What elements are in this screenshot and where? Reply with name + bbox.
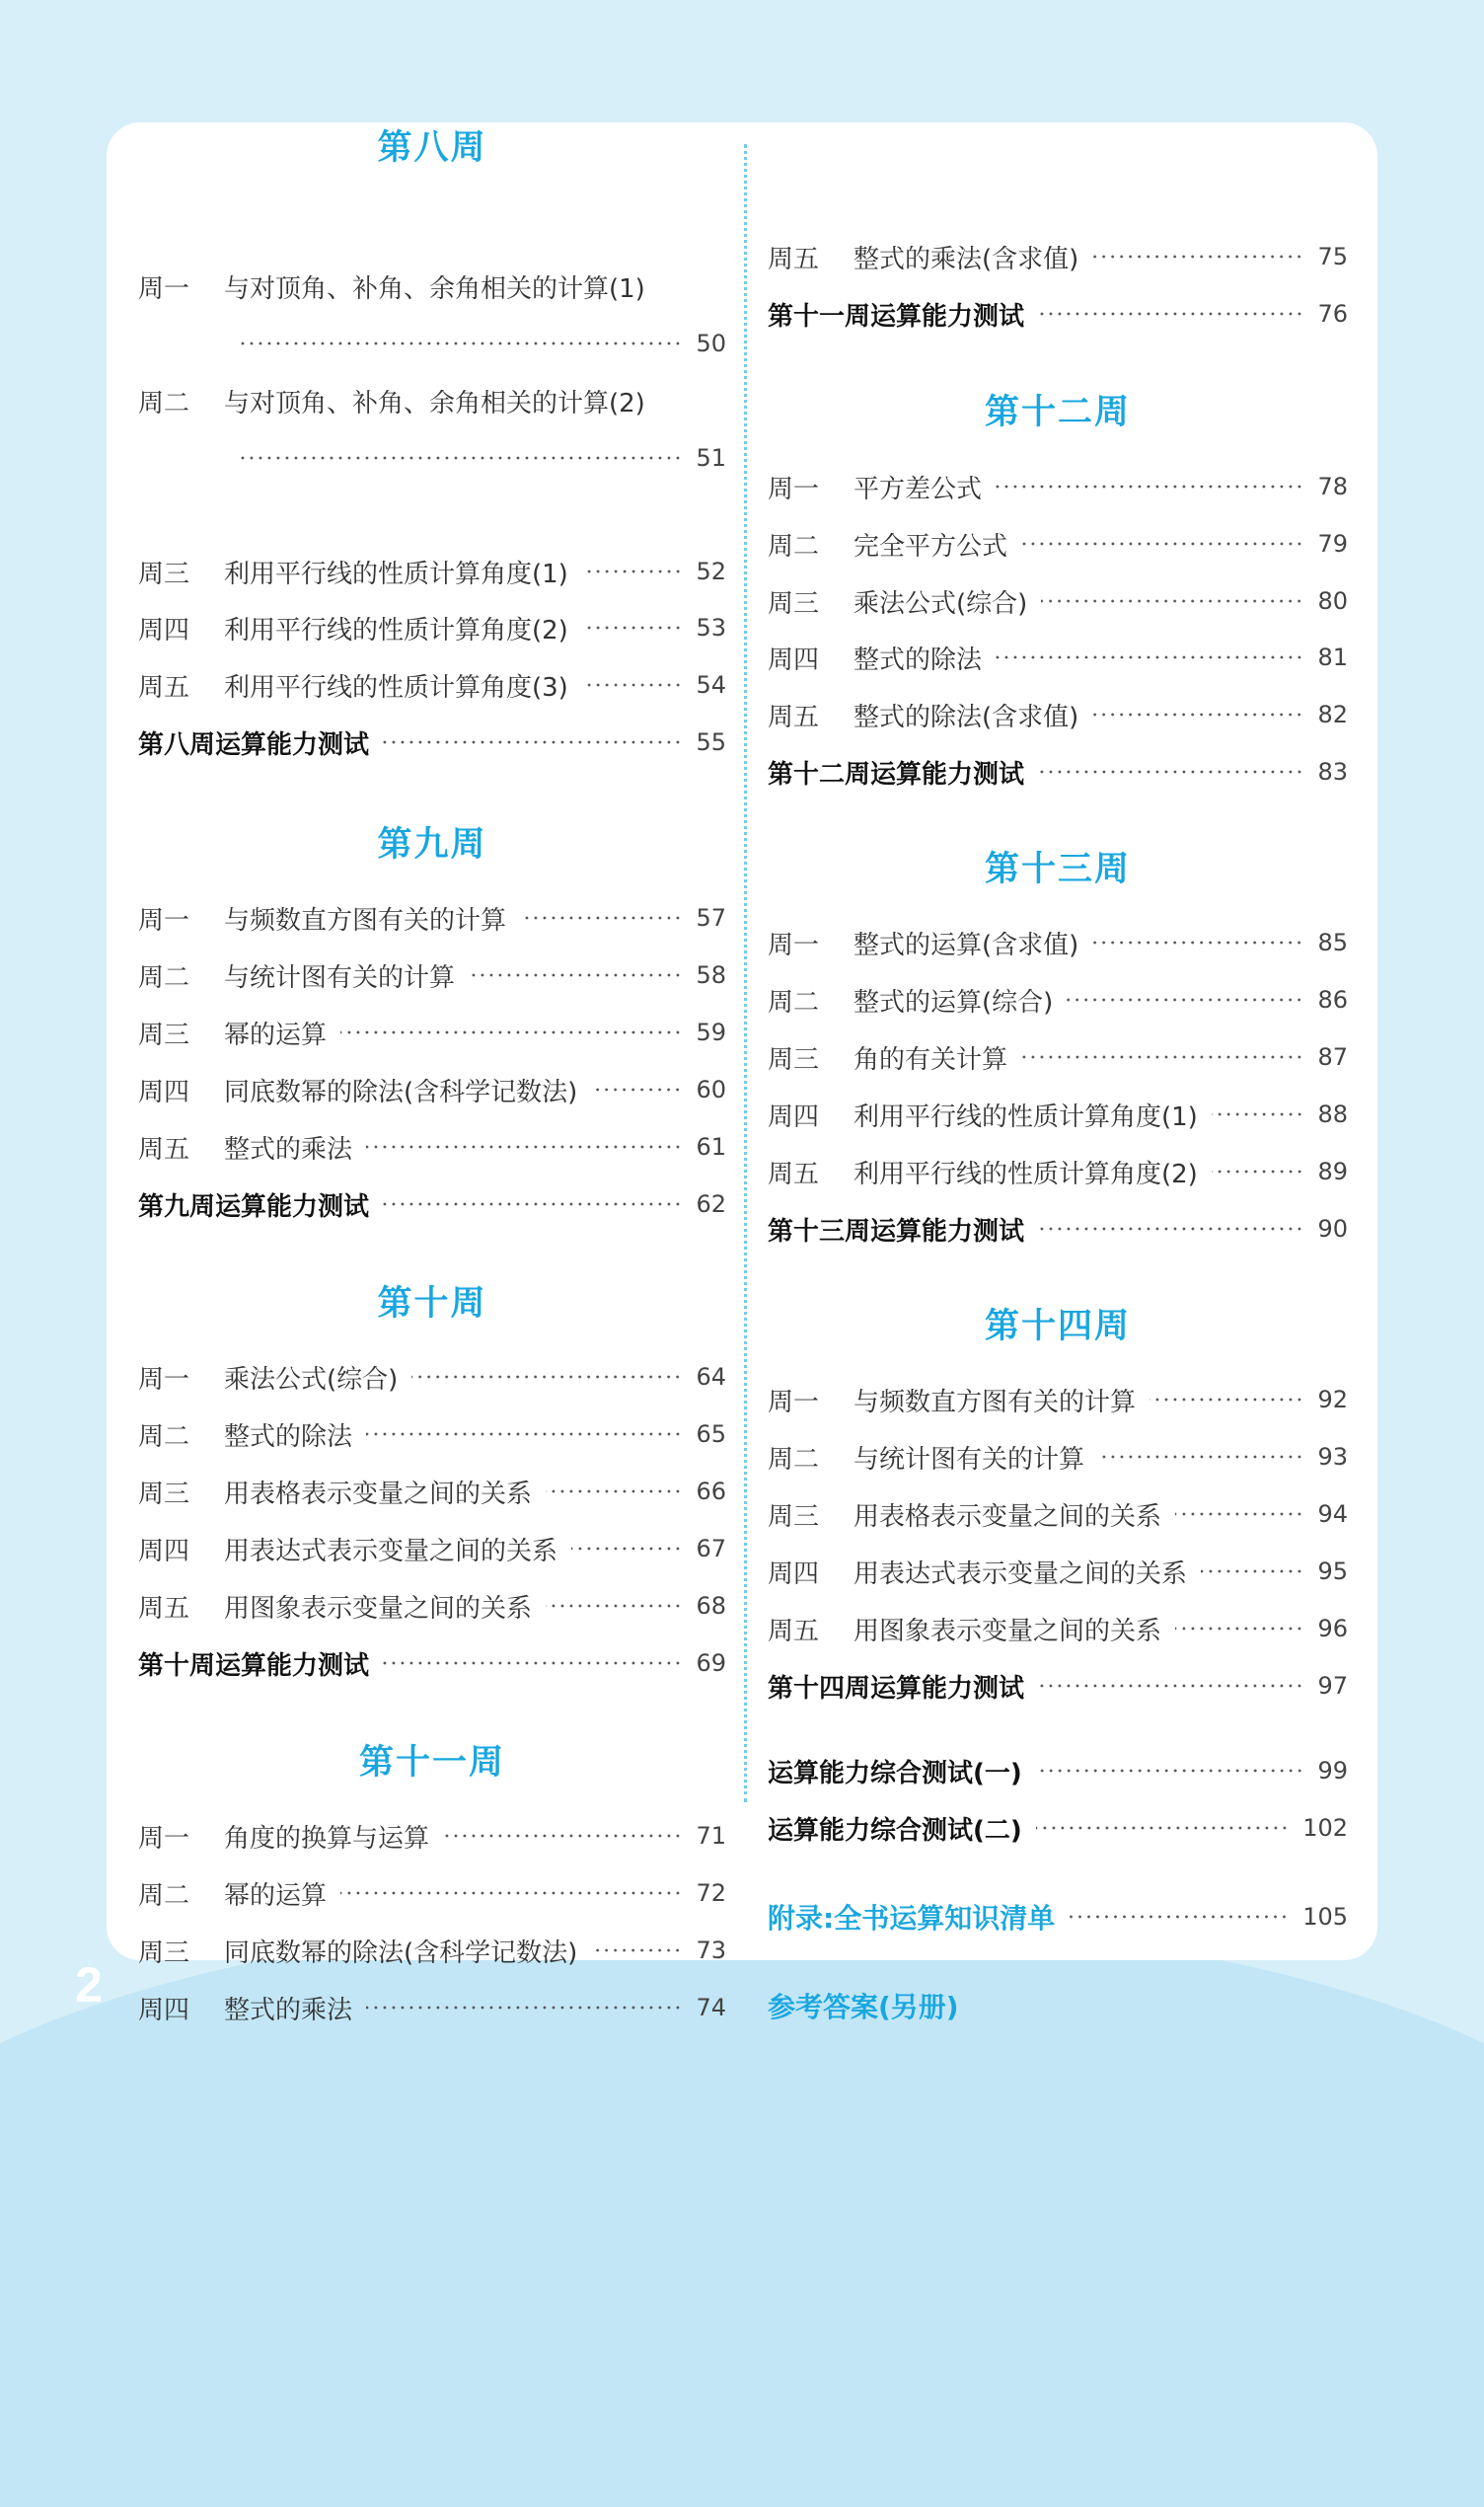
- dot-leader: [1021, 542, 1303, 546]
- toc-entry[interactable]: [768, 979, 1348, 1021]
- toc-entry[interactable]: [768, 1379, 1348, 1420]
- dot-leader: [1092, 713, 1303, 717]
- toc-entry-title: 利用平行线的性质计算角度(2): [224, 615, 568, 646]
- toc-entry-page: 86: [1317, 986, 1348, 1014]
- dot-leader: [546, 1489, 682, 1493]
- toc-entry[interactable]: [138, 1069, 726, 1110]
- toc-entry[interactable]: [768, 922, 1348, 963]
- dot-leader: [383, 740, 682, 744]
- toc-entry-title: 与对顶角、补角、余角相关的计算(2): [224, 388, 645, 418]
- dot-leader: [366, 1145, 682, 1149]
- toc-entry-page: 74: [696, 1994, 726, 2021]
- toc-entry-day: 周三: [138, 1020, 190, 1050]
- toc-entry-title: 同底数幂的除法(含科学记数法): [224, 1077, 578, 1107]
- dot-leader: [340, 1030, 682, 1034]
- toc-entry-page: 55: [696, 728, 726, 756]
- toc-entry-day: 周四: [138, 1995, 190, 2025]
- toc-entry-title: 第十四周运算能力测试: [768, 1673, 1025, 1704]
- toc-entry-page: 69: [696, 1649, 726, 1677]
- toc-entry-title: 用表格表示变量之间的关系: [853, 1501, 1162, 1532]
- toc-entry-row: [768, 466, 1348, 507]
- toc-test-entry[interactable]: [768, 1807, 1348, 1849]
- toc-entry-row: [768, 1807, 1348, 1849]
- toc-entry[interactable]: [138, 1413, 726, 1455]
- toc-entry[interactable]: [138, 1987, 726, 2028]
- toc-appendix-entry[interactable]: [768, 1985, 1348, 2026]
- dot-leader: [591, 1948, 682, 1952]
- dot-leader: [1175, 1627, 1303, 1631]
- toc-entry-day: 周四: [138, 1536, 190, 1566]
- toc-entry-day: 周三: [768, 588, 820, 619]
- toc-entry-day: 周三: [768, 1044, 820, 1075]
- toc-entry-row: [138, 1987, 726, 2028]
- toc-entry-page: 78: [1317, 473, 1348, 500]
- toc-entry-page: 53: [696, 614, 726, 642]
- toc-entry-day: 周五: [138, 1593, 190, 1624]
- dot-leader: [1212, 1170, 1304, 1174]
- toc-entry-page: 60: [696, 1076, 726, 1103]
- toc-entry-page: 57: [696, 904, 726, 932]
- toc-entry-title: 整式的除法(含求值): [853, 702, 1079, 732]
- toc-entry-day: 周五: [768, 1616, 820, 1646]
- column-divider: [744, 144, 747, 1802]
- toc-entry-page: 96: [1317, 1615, 1348, 1642]
- toc-entry-row: [768, 1493, 1348, 1535]
- dot-leader: [996, 485, 1303, 489]
- toc-entry-page: 97: [1317, 1672, 1348, 1700]
- toc-entry-page-row: [138, 437, 726, 479]
- toc-entry-row: [768, 694, 1348, 735]
- toc-entry-title-row: [138, 266, 726, 307]
- dot-leader: [366, 1432, 682, 1436]
- dot-leader: [582, 570, 683, 573]
- dot-leader: [591, 1088, 682, 1092]
- toc-entry-row: [138, 1930, 726, 1971]
- toc-entry-page: 61: [696, 1133, 726, 1161]
- dot-leader: [1038, 1684, 1303, 1688]
- toc-entry-title: 幂的运算: [224, 1020, 328, 1050]
- toc-entry-title: 利用平行线的性质计算角度(1): [224, 559, 568, 589]
- toc-entry-day: 周三: [138, 559, 190, 589]
- toc-entry[interactable]: [768, 523, 1348, 565]
- toc-entry-row: [768, 1379, 1348, 1420]
- toc-entry-row: [768, 1896, 1348, 1937]
- toc-entry[interactable]: [138, 380, 726, 479]
- toc-test-entry[interactable]: [138, 1183, 726, 1225]
- toc-entry-day: 周二: [768, 987, 820, 1018]
- toc-entry-page: 81: [1317, 644, 1348, 671]
- toc-entry-day: 周二: [138, 1421, 190, 1452]
- toc-entry-row: [138, 1471, 726, 1512]
- toc-entry-day: 周四: [768, 1102, 820, 1132]
- dot-leader: [411, 1375, 682, 1379]
- toc-entry-page: 66: [696, 1478, 726, 1505]
- toc-entry-row: [138, 664, 726, 706]
- toc-entry-title: 参考答案(另册): [768, 1991, 959, 2023]
- toc-entry-row: [138, 1585, 726, 1627]
- toc-entry-page-row: [138, 323, 726, 364]
- toc-entry-title: 第十周运算能力测试: [138, 1650, 370, 1681]
- toc-entry-row: [138, 1815, 726, 1857]
- toc-entry[interactable]: [768, 1151, 1348, 1192]
- toc-entry-page: 82: [1317, 701, 1348, 728]
- toc-entry-page: 88: [1317, 1101, 1348, 1128]
- toc-entry-title: 第九周运算能力测试: [138, 1191, 370, 1222]
- toc-entry-title: 整式的除法: [853, 645, 983, 675]
- toc-entry-day: 周三: [768, 1501, 820, 1532]
- toc-entry-row: [138, 1413, 726, 1455]
- toc-entry[interactable]: [138, 1815, 726, 1857]
- dot-leader: [1201, 1569, 1303, 1573]
- toc-entry-title: 利用平行线的性质计算角度(1): [853, 1102, 1198, 1132]
- week-heading: 第十一周: [358, 1743, 505, 1783]
- toc-entry[interactable]: [138, 897, 726, 939]
- toc-entry-title: 整式的运算(综合): [853, 987, 1054, 1018]
- toc-entry-row: [138, 607, 726, 648]
- toc-entry-page: 90: [1317, 1215, 1348, 1243]
- toc-card: [107, 122, 1377, 2025]
- toc-entry-row: [138, 1126, 726, 1168]
- toc-entry[interactable]: [768, 1551, 1348, 1592]
- dot-leader: [1021, 1055, 1303, 1059]
- toc-entry-page: 89: [1317, 1158, 1348, 1185]
- toc-entry-page: 72: [696, 1879, 726, 1907]
- toc-entry-row: [768, 1094, 1348, 1135]
- toc-entry-day: 周一: [138, 1823, 190, 1854]
- dot-leader: [1212, 1112, 1304, 1116]
- toc-entry-day: 周一: [138, 905, 190, 936]
- toc-entry-day: 周二: [768, 531, 820, 562]
- dot-leader: [1150, 1398, 1303, 1402]
- toc-entry-page: 59: [696, 1019, 726, 1046]
- toc-entry-title: 第十一周运算能力测试: [768, 301, 1025, 332]
- dot-leader: [1036, 1826, 1289, 1830]
- toc-entry[interactable]: [768, 1094, 1348, 1135]
- dot-leader: [366, 2006, 682, 2010]
- toc-entry-page: 75: [1317, 243, 1348, 270]
- toc-entry[interactable]: [138, 664, 726, 706]
- toc-entry-page: 80: [1317, 587, 1348, 615]
- toc-entry-day: 周一: [138, 273, 190, 304]
- week-heading: 第十三周: [984, 850, 1131, 889]
- dot-leader: [1067, 998, 1303, 1002]
- toc-entry[interactable]: [138, 1930, 726, 1971]
- week-heading: 第十四周: [984, 1307, 1131, 1346]
- toc-entry-day: 周四: [138, 615, 190, 646]
- toc-entry-day: 周二: [138, 962, 190, 993]
- toc-entry-page: 93: [1317, 1443, 1348, 1471]
- toc-entry[interactable]: [768, 466, 1348, 507]
- toc-entry-title: 整式的运算(含求值): [853, 930, 1079, 960]
- toc-entry-page: 58: [696, 961, 726, 989]
- toc-entry-row: [768, 1985, 1348, 2026]
- dot-leader: [996, 655, 1303, 659]
- toc-entry-title: 用图象表示变量之间的关系: [224, 1593, 533, 1624]
- toc-entry-title: 整式的除法: [224, 1421, 353, 1452]
- toc-entry-row: [138, 1012, 726, 1053]
- toc-entry-day: 周二: [138, 388, 190, 418]
- toc-entry[interactable]: [138, 1585, 726, 1627]
- toc-entry-page: 76: [1317, 300, 1348, 328]
- toc-entry-title: 用表达式表示变量之间的关系: [853, 1558, 1188, 1589]
- toc-entry-title: 幂的运算: [224, 1880, 328, 1911]
- toc-entry-day: 周四: [768, 1558, 820, 1589]
- toc-entry-row: [768, 1750, 1348, 1791]
- dot-leader: [237, 456, 682, 460]
- toc-entry-day: 周五: [768, 1159, 820, 1189]
- toc-entry-title: 第十三周运算能力测试: [768, 1216, 1025, 1247]
- toc-entry-title: 整式的乘法: [224, 1995, 353, 2025]
- toc-entry-page: 50: [696, 330, 726, 357]
- toc-entry-row: [768, 236, 1348, 277]
- dot-leader: [340, 1891, 682, 1895]
- toc-entry-title: 乘法公式(综合): [853, 588, 1028, 619]
- dot-leader: [1038, 312, 1303, 316]
- toc-entry-day: 周三: [138, 1937, 190, 1968]
- dot-leader: [1092, 255, 1303, 259]
- toc-entry-title: 角度的换算与运算: [224, 1823, 430, 1854]
- dot-leader: [520, 916, 682, 920]
- toc-entry[interactable]: [768, 580, 1348, 622]
- toc-entry-title: 整式的乘法: [224, 1134, 353, 1165]
- dot-leader: [1098, 1455, 1303, 1459]
- toc-entry-day: 周二: [138, 1880, 190, 1911]
- dot-leader: [1069, 1915, 1289, 1919]
- toc-entry-row: [768, 637, 1348, 678]
- toc-entry-page: 105: [1302, 1903, 1348, 1931]
- toc-test-entry[interactable]: [768, 1208, 1348, 1250]
- toc-entry-day: 周一: [768, 474, 820, 504]
- toc-entry[interactable]: [138, 1471, 726, 1512]
- dot-leader: [1038, 770, 1303, 774]
- toc-entry-page: 73: [696, 1937, 726, 1964]
- toc-entry-page: 87: [1317, 1043, 1348, 1071]
- toc-entry[interactable]: [138, 1528, 726, 1569]
- toc-entry-page: 83: [1317, 758, 1348, 786]
- dot-leader: [571, 1547, 682, 1551]
- toc-entry-page: 102: [1302, 1814, 1348, 1842]
- page-number: 2: [75, 1957, 103, 2013]
- dot-leader: [443, 1834, 682, 1838]
- toc-entry-title: 与对顶角、补角、余角相关的计算(1): [224, 273, 645, 304]
- dot-leader: [1175, 1512, 1303, 1516]
- toc-entry-row: [768, 1665, 1348, 1707]
- toc-entry-row: [138, 1642, 726, 1684]
- toc-entry-page: 68: [696, 1592, 726, 1620]
- toc-entry-title: 运算能力综合测试(二): [768, 1815, 1022, 1846]
- toc-entry[interactable]: [768, 637, 1348, 678]
- week-heading: 第八周: [377, 128, 487, 168]
- toc-entry[interactable]: [138, 954, 726, 996]
- toc-entry-title: 附录:全书运算知识清单: [768, 1902, 1056, 1935]
- toc-entry-row: [138, 1356, 726, 1398]
- toc-entry-day: 周一: [768, 930, 820, 960]
- toc-entry-row: [768, 922, 1348, 963]
- toc-entry-row: [138, 551, 726, 592]
- toc-entry[interactable]: [768, 236, 1348, 277]
- toc-entry-row: [138, 1069, 726, 1110]
- toc-entry-page: 99: [1317, 1757, 1348, 1785]
- toc-entry-title-row: [138, 380, 726, 421]
- dot-leader: [1038, 1227, 1303, 1231]
- toc-entry-row: [768, 1608, 1348, 1649]
- toc-entry-title: 用表格表示变量之间的关系: [224, 1479, 533, 1509]
- toc-entry-row: [138, 722, 726, 763]
- toc-entry-day: 周五: [768, 244, 820, 274]
- dot-leader: [582, 626, 683, 630]
- toc-entry-day: 周五: [768, 702, 820, 732]
- toc-entry-title: 整式的乘法(含求值): [853, 244, 1079, 274]
- dot-leader: [546, 1604, 682, 1608]
- toc-entry-row: [138, 1872, 726, 1914]
- dot-leader: [1036, 1769, 1304, 1773]
- toc-entry-row: [768, 293, 1348, 335]
- toc-entry[interactable]: [138, 1126, 726, 1168]
- toc-entry-row: [768, 1208, 1348, 1250]
- toc-entry-page: 92: [1317, 1386, 1348, 1413]
- week-heading: 第九周: [377, 825, 487, 865]
- toc-entry-row: [138, 1528, 726, 1569]
- toc-entry-page: 52: [696, 558, 726, 585]
- dot-leader: [469, 973, 682, 977]
- toc-entry[interactable]: [138, 607, 726, 648]
- toc-entry-day: 周三: [138, 1479, 190, 1509]
- toc-entry-day: 周五: [138, 672, 190, 703]
- dot-leader: [1092, 941, 1303, 945]
- toc-entry-row: [768, 1551, 1348, 1592]
- toc-entry[interactable]: [138, 1872, 726, 1914]
- toc-entry-title: 利用平行线的性质计算角度(2): [853, 1159, 1198, 1189]
- toc-entry-day: 周二: [768, 1444, 820, 1475]
- toc-entry-title: 第八周运算能力测试: [138, 729, 370, 760]
- toc-entry-title: 与统计图有关的计算: [853, 1444, 1085, 1475]
- toc-entry-title: 利用平行线的性质计算角度(3): [224, 672, 568, 703]
- toc-entry-day: 周四: [138, 1077, 190, 1107]
- toc-entry[interactable]: [768, 1036, 1348, 1078]
- toc-entry-page: 95: [1317, 1557, 1348, 1585]
- toc-entry-title: 同底数幂的除法(含科学记数法): [224, 1937, 578, 1968]
- toc-entry-page: 67: [696, 1535, 726, 1562]
- toc-entry[interactable]: [138, 1012, 726, 1053]
- toc-entry-page: 85: [1317, 929, 1348, 956]
- toc-entry-title: 与统计图有关的计算: [224, 962, 456, 993]
- toc-entry-day: 周五: [138, 1134, 190, 1165]
- toc-entry[interactable]: [768, 1493, 1348, 1535]
- toc-entry-page: 65: [696, 1420, 726, 1448]
- toc-entry-row: [138, 897, 726, 939]
- toc-entry-page: 51: [696, 444, 726, 472]
- toc-entry-day: 周四: [768, 645, 820, 675]
- toc-test-entry[interactable]: [768, 1750, 1348, 1791]
- dot-leader: [383, 1202, 682, 1206]
- toc-test-entry[interactable]: [768, 751, 1348, 793]
- toc-entry-title: 完全平方公式: [853, 531, 1008, 562]
- toc-appendix-entry[interactable]: [768, 1896, 1348, 1937]
- toc-entry-title: 与频数直方图有关的计算: [224, 905, 507, 936]
- toc-entry-page: 71: [696, 1822, 726, 1850]
- toc-entry[interactable]: [768, 1608, 1348, 1649]
- toc-test-entry[interactable]: [768, 293, 1348, 335]
- toc-entry-row: [138, 954, 726, 996]
- toc-entry-title: 与频数直方图有关的计算: [853, 1387, 1137, 1417]
- toc-entry-page: 94: [1317, 1500, 1348, 1528]
- dot-leader: [383, 1661, 682, 1665]
- toc-entry-row: [768, 523, 1348, 565]
- toc-entry-row: [768, 1436, 1348, 1478]
- dot-leader: [1041, 599, 1303, 603]
- dot-leader: [582, 683, 683, 687]
- toc-entry-row: [768, 580, 1348, 622]
- toc-entry-row: [138, 1183, 726, 1225]
- toc-entry[interactable]: [138, 266, 726, 364]
- toc-entry-day: 周一: [768, 1387, 820, 1417]
- toc-entry-title: 运算能力综合测试(一): [768, 1758, 1022, 1788]
- toc-entry[interactable]: [138, 1356, 726, 1398]
- toc-entry-row: [768, 979, 1348, 1021]
- toc-test-entry[interactable]: [138, 1642, 726, 1684]
- toc-entry-title: 第十二周运算能力测试: [768, 759, 1025, 790]
- toc-entry-title: 角的有关计算: [853, 1044, 1008, 1075]
- toc-test-entry[interactable]: [138, 722, 726, 763]
- toc-entry[interactable]: [768, 1436, 1348, 1478]
- toc-test-entry[interactable]: [768, 1665, 1348, 1707]
- toc-entry-row: [768, 1151, 1348, 1192]
- toc-entry-day: 周一: [138, 1364, 190, 1395]
- toc-entry-title: 乘法公式(综合): [224, 1364, 399, 1395]
- toc-entry-page: 54: [696, 671, 726, 699]
- toc-entry-title: 用图象表示变量之间的关系: [853, 1616, 1162, 1646]
- toc-entry-row: [768, 751, 1348, 793]
- toc-entry[interactable]: [138, 551, 726, 592]
- toc-entry-title: 平方差公式: [853, 474, 983, 504]
- week-heading: 第十周: [377, 1284, 487, 1324]
- dot-leader: [237, 342, 682, 345]
- week-heading: 第十二周: [984, 393, 1131, 432]
- toc-entry-page: 62: [696, 1190, 726, 1218]
- toc-entry-title: 用表达式表示变量之间的关系: [224, 1536, 558, 1566]
- toc-entry-row: [768, 1036, 1348, 1078]
- toc-entry[interactable]: [768, 694, 1348, 735]
- toc-entry-page: 79: [1317, 530, 1348, 558]
- toc-entry-page: 64: [696, 1363, 726, 1391]
